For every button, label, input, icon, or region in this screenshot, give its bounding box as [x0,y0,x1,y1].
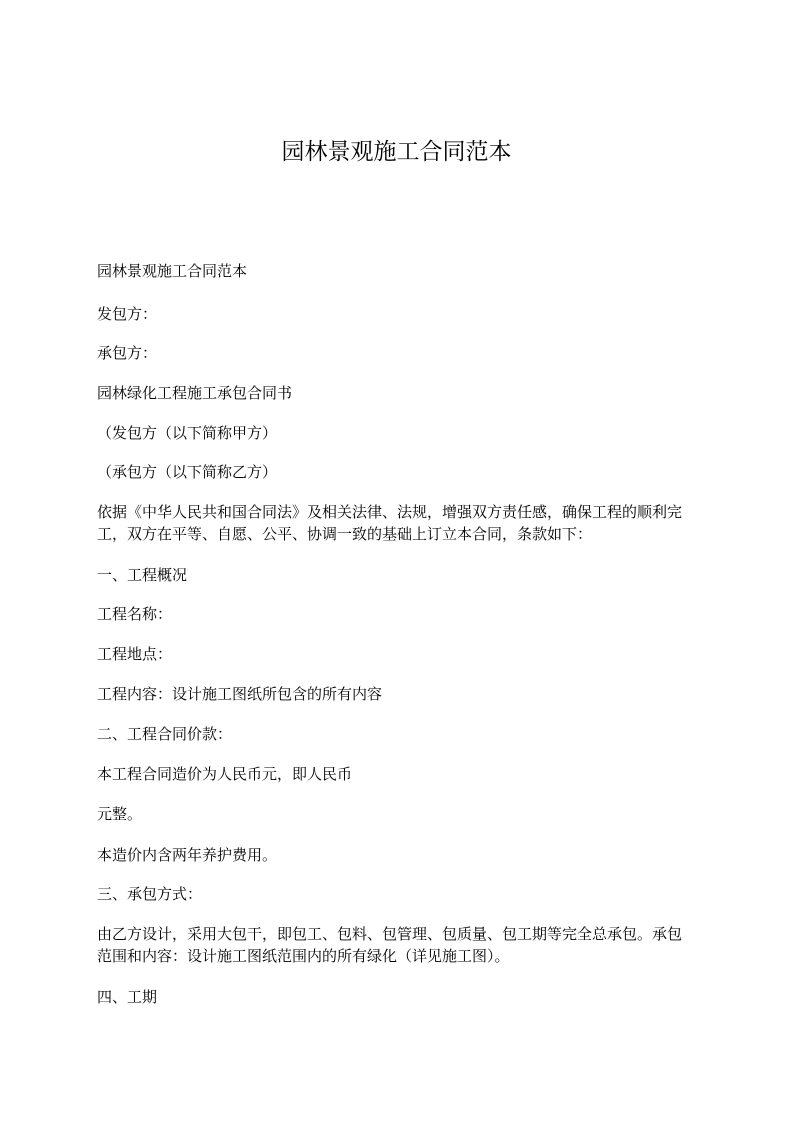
paragraph-project-content: 工程内容：设计施工图纸所包含的所有内容 [97,685,383,703]
section-heading-2: 二、工程合同价款： [97,725,233,743]
paragraph-party-b: （承包方（以下简称乙方） [97,463,278,481]
paragraph-contract-price: 本工程合同造价为人民币元，即人民币 [97,765,353,783]
section-heading-3: 三、承包方式： [97,885,203,903]
section-heading-1: 一、工程概况 [97,566,188,584]
paragraph-basis: 依据《中华人民共和国合同法》及相关法律、法规，增强双方责任感，确保工程的顺利完工，双方在平等、自愿、公平、协调一致的基础上订立本合同，条款如下： [97,503,683,543]
paragraph-maintenance-fee: 本造价内含两年养护费用。 [97,846,278,864]
paragraph-employer: 发包方： [97,305,158,323]
paragraph-project-location: 工程地点： [97,645,173,663]
paragraph-heading: 园林景观施工合同范本 [97,262,248,280]
paragraph-contract-mode: 由乙方设计，采用大包干，即包工、包料、包管理、包质量、包工期等完全总承包。承包范围和内容：设计施工图纸范围内的所有绿化（详见施工图）。 [97,925,683,965]
document-title: 园林景观施工合同范本 [281,139,512,165]
paragraph-party-a: （发包方（以下简称甲方） [97,424,278,442]
section-heading-4: 四、工期 [97,988,158,1006]
paragraph-contract-book: 园林绿化工程施工承包合同书 [97,384,293,402]
paragraph-price-whole: 元整。 [97,805,143,823]
paragraph-project-name: 工程名称： [97,605,173,623]
paragraph-contractor: 承包方： [97,344,158,362]
